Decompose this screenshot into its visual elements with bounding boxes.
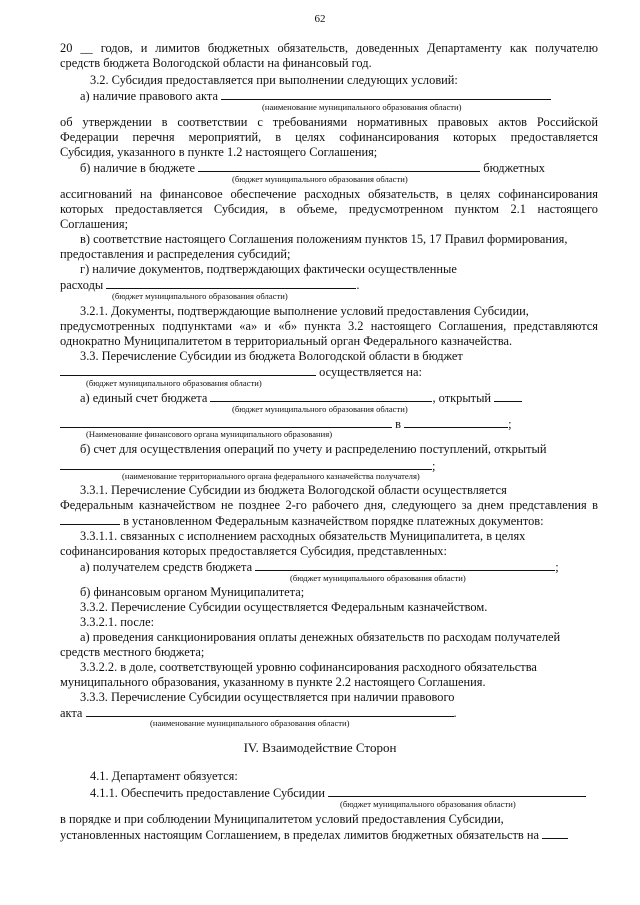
caption: (бюджет муниципального образования области)	[232, 404, 408, 414]
text-line: об утверждении в соответствии с требованиями нормативных правовых актов Российской	[60, 115, 598, 129]
text-line: г) наличие документов, подтверждающих фактически осуществленные	[80, 262, 457, 276]
caption: (наименование территориального органа федерального казначейства получателя)	[122, 471, 420, 481]
text-line: в ;	[60, 416, 598, 432]
line-text: расходы	[60, 278, 104, 292]
text-line: Федеральным казначейством не позднее 2-го рабочего дня, следующего за днем представления в	[60, 498, 598, 512]
text-line: ассигнований на финансовое обеспечение расходных обязательств, в целях софинансирования	[60, 187, 598, 201]
caption: (бюджет муниципального образования области)	[112, 291, 288, 301]
blank-line	[494, 390, 522, 402]
line-text: а) единый счет бюджета	[80, 391, 208, 405]
text-line: 3.2. Субсидия предоставляется при выполнении следующих условий:	[90, 73, 458, 87]
section-heading: IV. Взаимодействие Сторон	[243, 740, 397, 755]
line-text: .	[356, 278, 360, 292]
text-line: 3.2.1. Документы, подтверждающие выполнение условий предоставления Субсидии,	[80, 304, 529, 318]
blank-line	[221, 88, 551, 100]
text-line: 3.3.2.1. после:	[80, 615, 155, 629]
text-line: средств местного бюджета;	[60, 645, 205, 659]
caption: (наименование муниципального образования области)	[150, 718, 350, 728]
line-text: 4.1.1. Обеспечить предоставление Субсидии	[90, 786, 325, 800]
caption: (бюджет муниципального образования области)	[232, 174, 408, 184]
text-line: 3.3.1.1. связанных с исполнением расходных обязательств Муниципалитета, в целях	[80, 529, 526, 543]
text-line: средств бюджета Вологодской области на финансовый год.	[60, 56, 372, 70]
text-line: б) финансовым органом Муниципалитета;	[80, 585, 305, 599]
text-line: в порядке и при соблюдении Муниципалитетом условий предоставления Субсидии,	[60, 812, 504, 826]
line-text: акта	[60, 706, 83, 720]
blank-line	[210, 390, 432, 402]
text-line: 3.3.2. Перечисление Субсидии осуществляется Федеральным казначейством.	[80, 600, 488, 614]
text-line: 3.3.1. Перечисление Субсидии из бюджета Вологодской области осуществляется	[80, 483, 507, 497]
line-text: осуществляется на:	[319, 365, 422, 379]
text-line: софинансирования которых предоставляется Субсидия, представленных:	[60, 544, 447, 558]
text-line: Соглашения;	[60, 217, 129, 231]
text-line: предоставления и распределения субсидий;	[60, 247, 291, 261]
line-text: установленных настоящим Соглашением, в пределах лимитов бюджетных обязательств на	[60, 828, 539, 842]
caption: (бюджет муниципального образования области)	[86, 378, 262, 388]
blank-line	[404, 416, 508, 428]
text-line: 3.3.2.2. в доле, соответствующей уровню софинансирования расходного обязательства	[80, 660, 537, 674]
line-text: а) наличие правового акта	[80, 89, 218, 103]
blank-line	[60, 458, 432, 470]
text-line: а) получателем средств бюджета ;	[80, 560, 559, 574]
caption: (Наименование финансового органа муниципального образования)	[86, 429, 333, 439]
blank-line	[255, 559, 555, 571]
blank-line	[106, 277, 356, 289]
text-line: однократно Муниципалитетом в территориальный орган Федерального казначейства.	[60, 334, 513, 348]
text-line: которых предоставляется Субсидия, в объеме, предусмотренном пунктом 2.1 настоящего	[60, 202, 598, 216]
caption: (бюджет муниципального образования области)	[340, 799, 516, 809]
text-line: 20 __ годов, и лимитов бюджетных обязательств, доведенных Департаменту как получателю	[60, 41, 598, 55]
caption: (наименование муниципального образования области)	[262, 102, 462, 112]
text-line: 4.1. Департамент обязуется:	[90, 769, 238, 783]
caption: (бюджет муниципального образования области)	[290, 573, 466, 583]
blank-line	[60, 364, 316, 376]
text-line: ;	[60, 458, 598, 474]
line-text: в установленном Федеральным казначейством порядке платежных документов:	[123, 514, 544, 528]
text-line: Федерации перечня мероприятий, в целях софинансирования которых предоставляется	[60, 130, 598, 144]
text-line: в) соответствие настоящего Соглашения положениям пунктов 15, 17 Правил формирования,	[80, 232, 568, 246]
text-line: Субсидия, указанного в пункте 1.2 настоящего Соглашения;	[60, 145, 378, 159]
text-line: 3.3. Перечисление Субсидии из бюджета Вологодской области в бюджет	[80, 349, 463, 363]
text-line: 3.3.3. Перечисление Субсидии осуществляется при наличии правового	[80, 690, 455, 704]
text-line: предусмотренных подпунктами «а» и «б» пункта 3.2 настоящего Соглашения, представляются	[60, 319, 598, 333]
text-line	[60, 513, 598, 529]
blank-line	[198, 160, 480, 172]
text-line: муниципального образования, указанному в пункте 2.2 настоящего Соглашения.	[60, 675, 486, 689]
blank-line	[60, 513, 120, 525]
blank-line	[86, 705, 454, 717]
blank-line	[542, 827, 568, 839]
line-text: бюджетных	[483, 161, 545, 175]
blank-line	[328, 785, 586, 797]
line-text: в	[395, 417, 401, 431]
line-text: , открытый	[432, 391, 492, 405]
text-line: б) счет для осуществления операций по учету и распределению поступлений, открытый	[80, 442, 547, 456]
text-line: а) проведения санкционирования оплаты денежных обязательств по расходам получателей	[80, 630, 561, 644]
text-line	[60, 827, 600, 843]
line-text: а) получателем средств бюджета	[80, 560, 253, 574]
text-line: акта .	[60, 706, 457, 720]
page-number: 62	[314, 13, 326, 25]
line-text: б) наличие в бюджете	[80, 161, 196, 175]
blank-line	[60, 416, 392, 428]
